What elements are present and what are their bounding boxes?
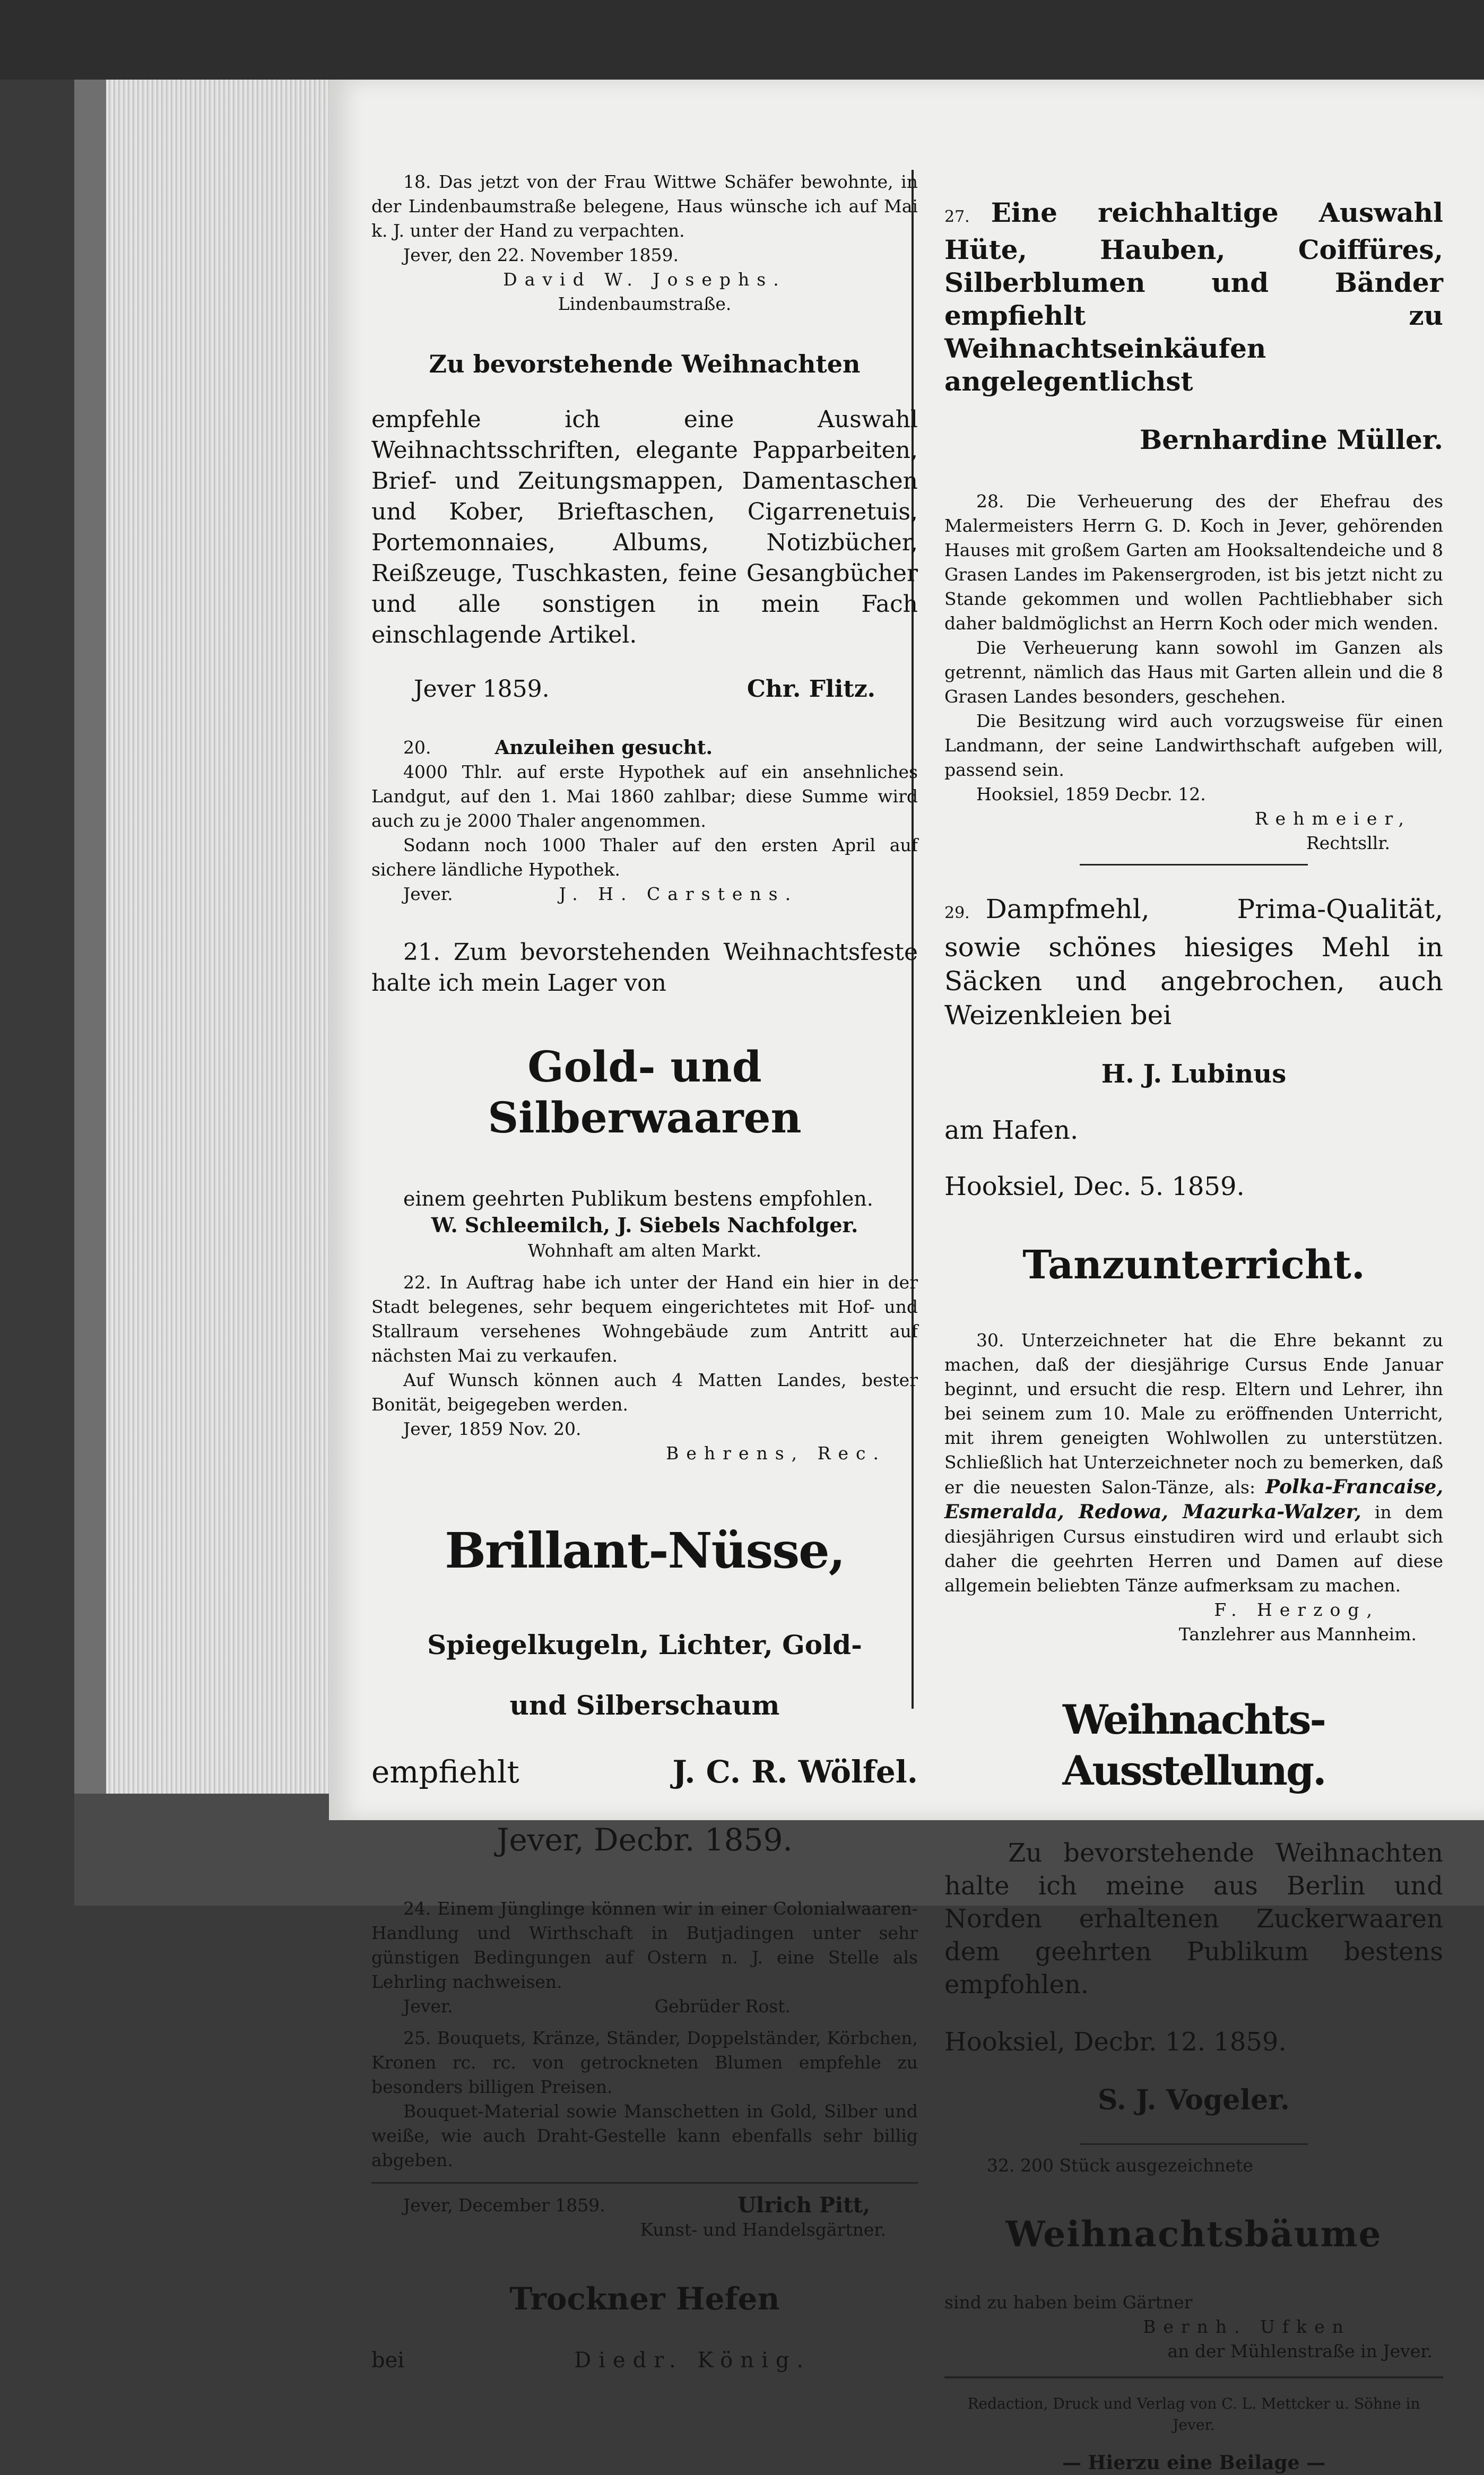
ad-signature: W. Schleemilch, J. Siebels Nachfolger. [431, 1213, 858, 1237]
ad-address: Wohnhaft am alten Markt. [527, 1240, 762, 1261]
ad-text-2: in dem diesjährigen Cursus einstudiren wird und erlaubt sich daher die geehrten Herren und Damen auf diese allgemein beliebten Tänze aufmerksam zu machen. [944, 1502, 1443, 1596]
ad-address: Lindenbaumstraße. [558, 293, 732, 314]
ad-text-1: 22. In Auftrag habe ich unter der Hand ein hier in der Stadt belegenes, sehr bequem eingerichtetes mit Hof- und Stallraum versehenes Wohngebäude zum Antritt auf nächsten Mai zu verkaufen. [371, 1272, 918, 1366]
ad-24 [371, 1897, 918, 2019]
ad-text-2: Sodann noch 1000 Thaler auf den ersten April auf sichere ländliche Hypothek. [371, 835, 918, 880]
ad-headline: Tanzunterricht. [1022, 1242, 1365, 1288]
ad-text-2: einem geehrten Publikum bestens empfohlen. [403, 1187, 873, 1210]
ad-21 [371, 937, 918, 1263]
ad-date: Hooksiel, Decbr. 12. 1859. [944, 2027, 1287, 2057]
ad-line-2: Spiegelkugeln, Lichter, Gold- [427, 1629, 862, 1660]
ad-20 [371, 735, 918, 906]
ad-date: Hooksiel, Dec. 5. 1859. [944, 1172, 1245, 1201]
ad-address: an der Mühlenstraße in Jever. [1167, 2341, 1433, 2361]
ad-text: empfehle ich eine Auswahl Weihnachtsschriften, elegante Papparbeiten, Brief- und Zeitungsmappen, Damentaschen und Kober, Brieftaschen, Cigarrenetuis, Portemonnaies, Albums, Notizbücher, Reißzeuge, Tuschkasten, feine Gesangbücher und alle sonstigen in mein Fach einschlagende Artikel. [371, 406, 918, 648]
ad-number: 29. [944, 904, 970, 922]
newspaper-page [329, 80, 1484, 2474]
ad-signature: Rehmeier, [1254, 808, 1411, 829]
ad-signature: Diedr. König. [574, 2348, 811, 2373]
ad-date: Jever, 1859 Nov. 20. [403, 1418, 582, 1439]
ad-31 [944, 1694, 1443, 2116]
ad-32 [944, 2153, 1443, 2364]
footer-separator [944, 2376, 1443, 2378]
ad-signature: H. J. Lubinus [1101, 1059, 1287, 1089]
ad-18 [371, 170, 918, 316]
ad-text: Dampfmehl, Prima-Qualität, sowie schönes hiesiges Mehl in Säcken und angebrochen, auch Weizenkleien bei [944, 894, 1443, 1031]
ad-28 [944, 489, 1443, 855]
ad-date: Jever, December 1859. [403, 2195, 605, 2216]
ad-text-1: 4000 Thlr. auf erste Hypothek auf ein ansehnliches Landgut, auf den 1. Mai 1860 zahlbar; diese Summe wird auch zu je 2000 Thaler angenommen. [371, 761, 918, 831]
ad-text: 18. Das jetzt von der Frau Wittwe Schäfer bewohnte, in der Lindenbaumstraße belegene, Haus wünsche ich auf Mai k. J. unter der Hand zu verpachten. [371, 171, 918, 241]
ad-signature: David W. Josephs. [503, 269, 786, 290]
ad-signature: Bernhardine Müller. [1139, 424, 1443, 455]
ad-headline: Trockner Hefen [509, 2281, 780, 2317]
ad-27 [944, 196, 1443, 455]
ad-25 [371, 2026, 918, 2242]
right-column [944, 170, 1443, 2475]
ad-line-3: und Silberschaum [509, 1690, 780, 1721]
ad-headline: Brillant-Nüsse, [445, 1522, 845, 1579]
ad-headline: Weihnachtsbäume [1005, 2213, 1382, 2255]
ad-date: Jever, den 22. November 1859. [403, 245, 679, 265]
ad-signature: Ulrich Pitt, [737, 2193, 870, 2218]
separator [1080, 864, 1308, 866]
ad-text: Zu bevorstehende Weihnachten halte ich meine aus Berlin und Norden erhaltenen Zuckerwaaren dem geehrten Publikum bestens empfohlen. [944, 1838, 1443, 2000]
ad-29 [944, 892, 1443, 1202]
ad-30 [944, 1241, 1443, 1647]
ad-headline: Eine reichhaltige Auswahl Hüte, Hauben, Coiffüres, Silberblumen und Bänder empfiehlt zu Weihnachtseinkäufen angelegentlichst [944, 197, 1443, 397]
ad-text-1: 30. Unterzeichneter hat die Ehre bekannt zu machen, daß der diesjährige Cursus Ende Januar beginnt, und ersucht die resp. Eltern und Lehrer, ihn bei seinem zum 10. Male zu eröffnenden Unterricht, mit ihrem geneigten Wohlwollen zu unterstützen. Schließlich hat Unterzeichneter noch zu bemerken, daß er die neuesten Salon-Tänze, als: [944, 1330, 1443, 1498]
ad-number: 27. [944, 207, 970, 226]
ad-place: Jever. [403, 1996, 453, 2017]
ad-signature: F. Herzog, [1214, 1599, 1379, 1620]
ad-text-1: 25. Bouquets, Kränze, Ständer, Doppelständer, Körbchen, Kronen rc. rc. von getrockneten Blumen empfehle zu besonders billigen Preisen. [371, 2028, 918, 2097]
separator [371, 2182, 918, 2184]
ad-headline: Weihnachts-Ausstellung. [1062, 1696, 1325, 1794]
ad-text: 24. Einem Jünglinge können wir in einer Colonialwaaren-Handlung und Wirthschaft in Butjadingen unter sehr günstigen Bedingungen auf Ostern n. J. eine Stelle als Lehrling nachweisen. [371, 1898, 918, 1992]
ad-text-3: Die Besitzung wird auch vorzugsweise für einen Landmann, der seine Landwirthschaft aufgeben will, passend sein. [944, 711, 1443, 780]
ad-text-1: 21. Zum bevorstehenden Weihnachtsfeste halte ich mein Lager von [371, 939, 918, 997]
ad-place: Jever. [403, 884, 453, 904]
ad-dances: Polka-Francaise, Esmeralda, Redowa, Mazurka-Walzer, [944, 1476, 1443, 1523]
separator [1080, 2143, 1308, 2145]
ad-text-1: 28. Die Verheuerung des der Ehefrau des Malermeisters Herrn G. D. Koch in Jever, gehörenden Hauses mit großem Garten am Hooksaltendeiche und 8 Grasen Landes im Pakensergroden, ist bis jetzt nicht zu Stande gekommen und wollen Pachtliebhaber sich daher baldmöglichst an Herrn Koch oder mich wenden. [944, 491, 1443, 634]
ad-headline: Gold- und Silberwaaren [488, 1042, 802, 1143]
ad-title: Tanzlehrer aus Mannheim. [1178, 1624, 1417, 1645]
left-column [371, 170, 918, 2373]
ad-signature: Gebrüder Rost. [654, 1996, 791, 2017]
ad-date: Jever, Decbr. 1859. [497, 1822, 793, 1858]
ad-text-1: 32. 200 Stück ausgezeichnete [987, 2155, 1253, 2176]
ad-place-year: Jever 1859. [414, 676, 550, 703]
ad-address: am Hafen. [944, 1115, 1079, 1145]
ad-headline: Anzuleihen gesucht. [494, 737, 713, 759]
ad-recommends: empfiehlt [371, 1754, 519, 1790]
ad-prefix: bei [371, 2348, 405, 2373]
ad-signature: J. H. Carstens. [559, 884, 799, 904]
ad-text-2: Bouquet-Material sowie Manschetten in Gold, Silber und weiße, wie auch Draht-Gestelle kann ebenfalls sehr billig abgeben. [371, 2101, 918, 2170]
ad-text-2: Die Verheuerung kann sowohl im Ganzen als getrennt, nämlich das Haus mit Garten allein und die 8 Grasen Landes besonders, geschehen. [944, 637, 1443, 707]
ad-text-2: Auf Wunsch können auch 4 Matten Landes, bester Bonität, beigegeben werden. [371, 1370, 918, 1415]
ad-signature: S. J. Vogeler. [1098, 2084, 1290, 2116]
ad-signature: Chr. Flitz. [747, 676, 875, 703]
imprint: Redaction, Druck und Verlag von C. L. Mettcker u. Söhne in Jever. [967, 2395, 1420, 2434]
scan-background [0, 0, 1484, 80]
ad-title: Rechtsllr. [1306, 833, 1390, 853]
ad-title: Kunst- und Handelsgärtner. [640, 2219, 886, 2240]
page-footer [944, 2393, 1443, 2475]
ad-date: Hooksiel, 1859 Decbr. 12. [976, 784, 1206, 804]
ad-19 [371, 348, 918, 705]
ad-text-2: sind zu haben beim Gärtner [944, 2292, 1193, 2313]
ad-number: 20. [403, 737, 431, 758]
ad-22 [371, 1270, 918, 1466]
ad-signature: Behrens, Rec. [666, 1443, 886, 1464]
ad-signature: J. C. R. Wölfel. [672, 1754, 918, 1790]
ad-23 [371, 1522, 918, 1858]
ad-26 [371, 2280, 918, 2373]
ad-headline: Zu bevorstehende Weihnachten [429, 350, 861, 378]
book-page-edges [74, 80, 334, 1810]
supplement-note: — Hierzu eine Beilage — [1062, 2452, 1326, 2474]
ad-signature: Bernh. Ufken [1143, 2316, 1351, 2337]
